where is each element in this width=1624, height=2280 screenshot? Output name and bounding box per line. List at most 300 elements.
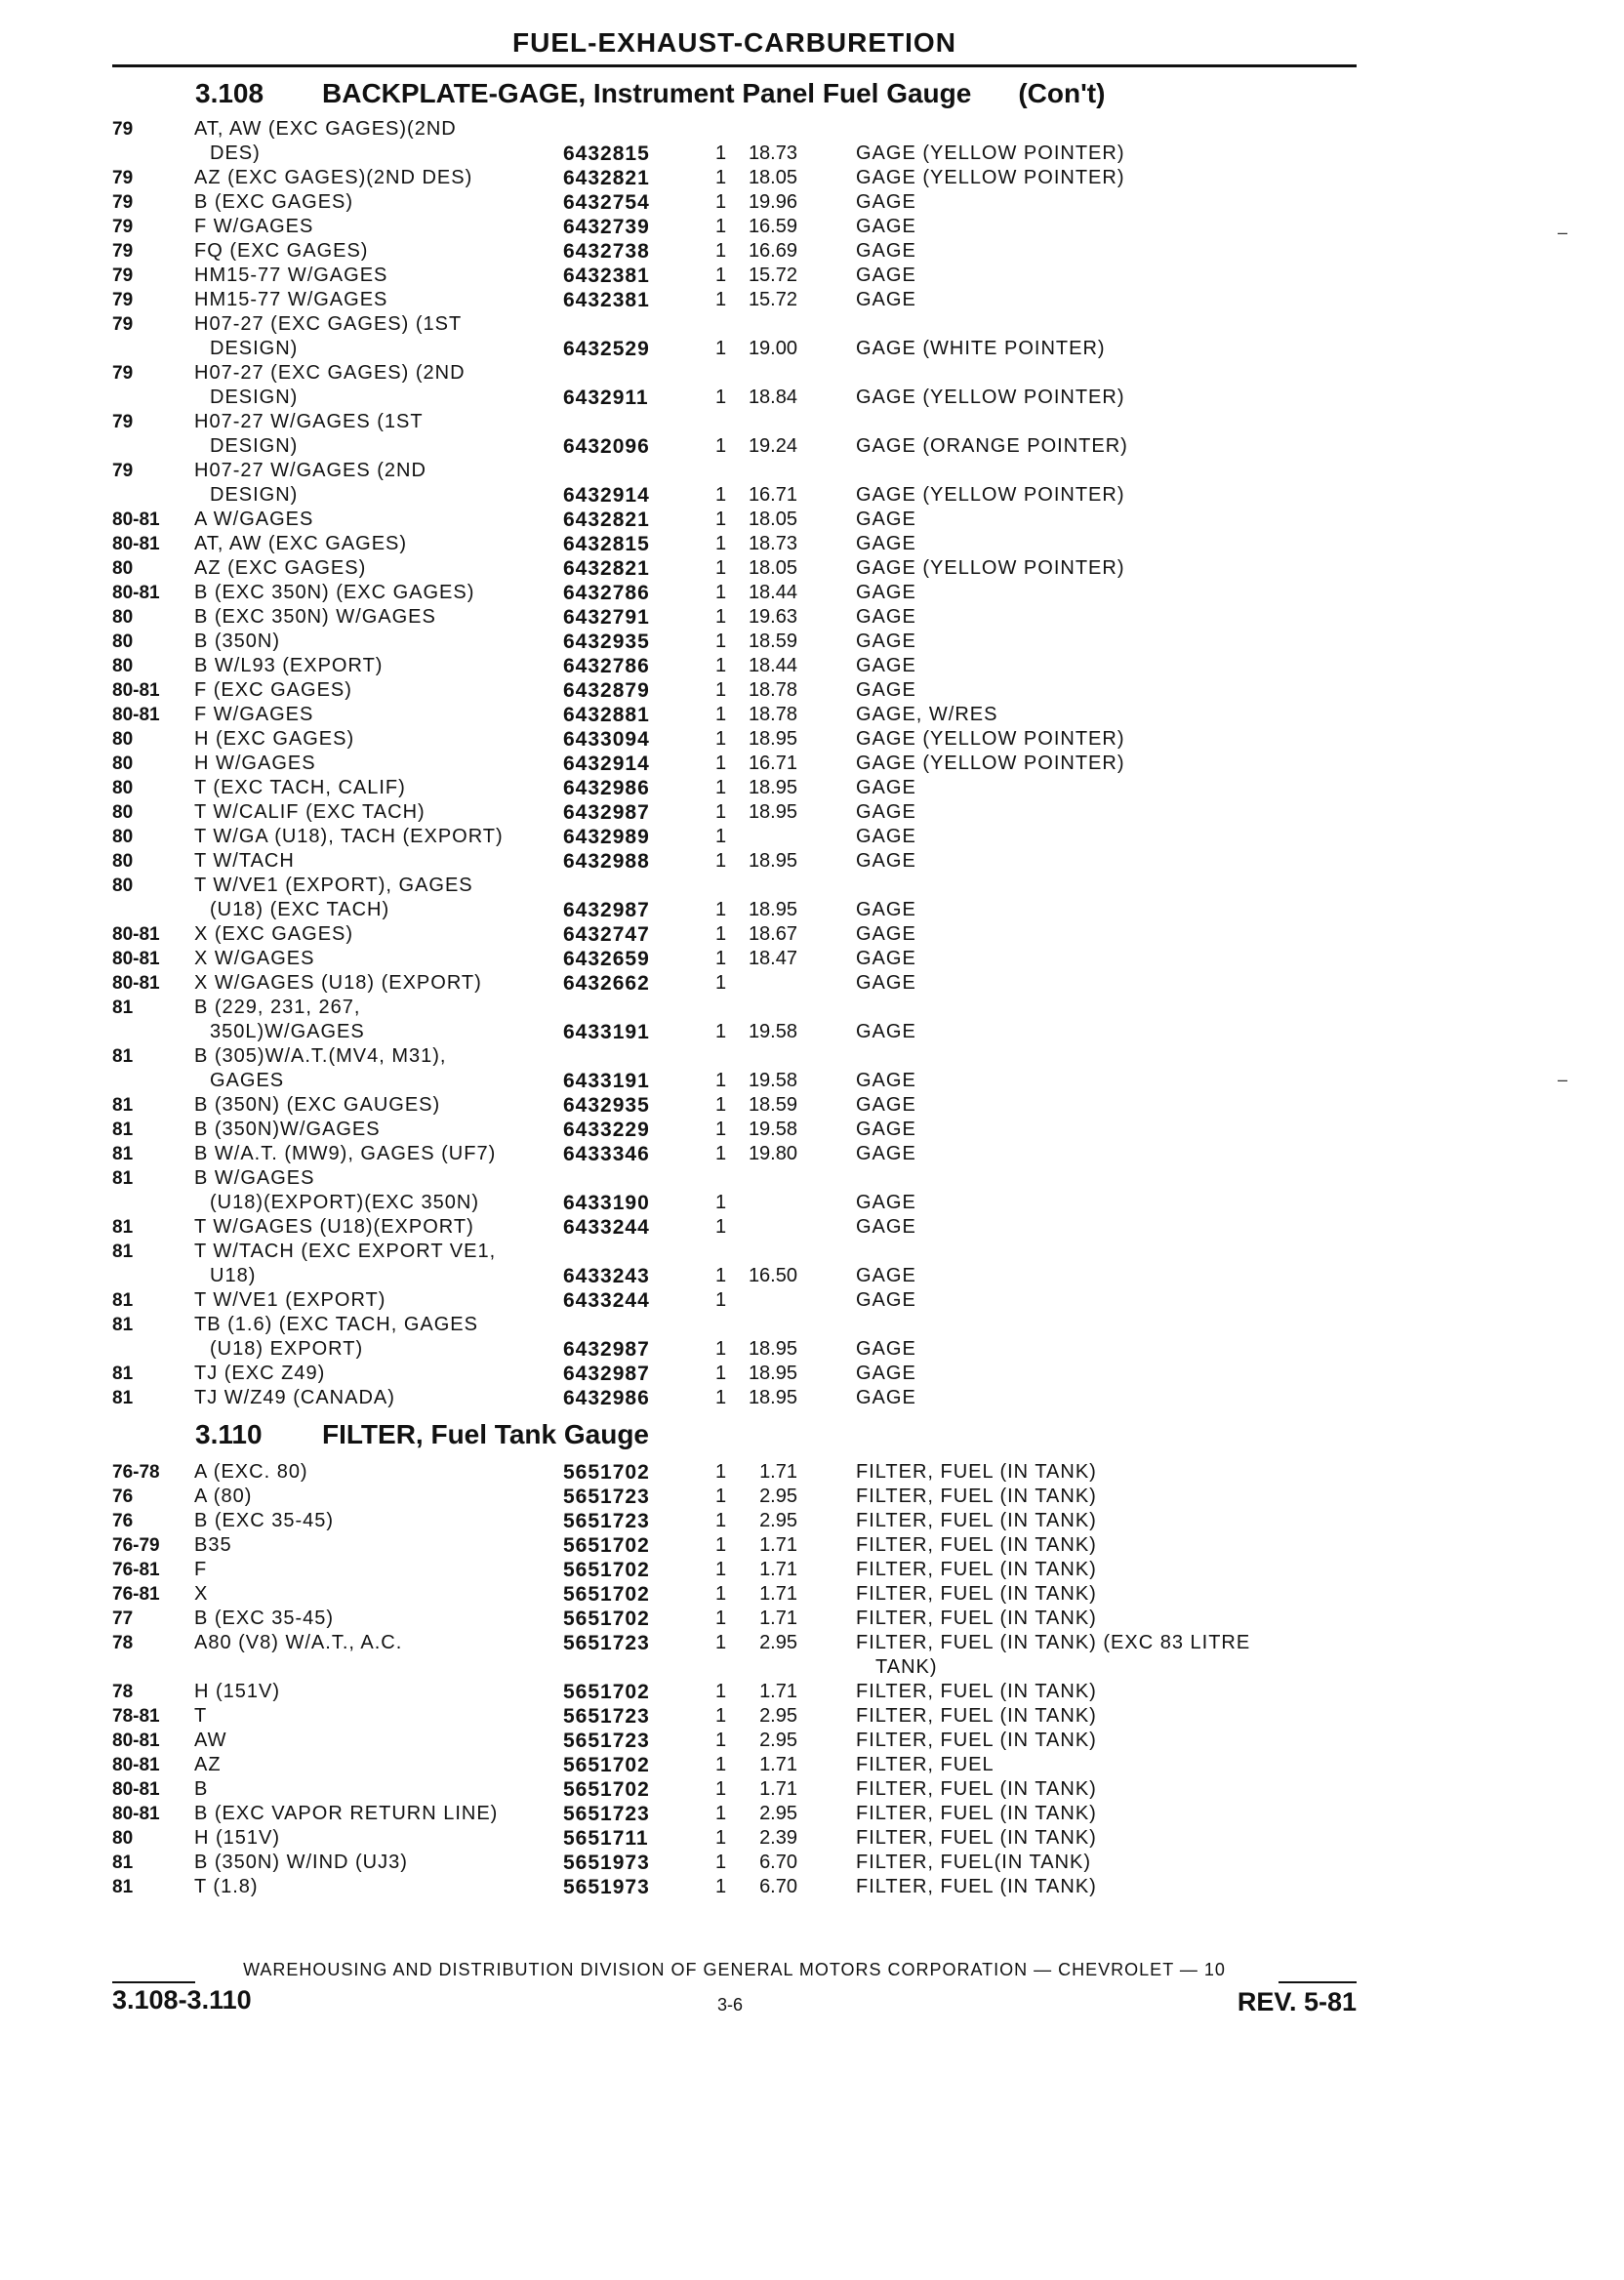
part-row	[112, 1313, 1371, 1337]
part-row	[112, 581, 1371, 605]
part-number: 6432738	[563, 240, 650, 263]
price: 18.95	[748, 899, 797, 920]
part-number: 6433191	[563, 1021, 650, 1043]
part-name: GAGE (WHITE POINTER)	[856, 338, 1106, 359]
quantity: 1	[715, 191, 727, 213]
model-description: B (350N)W/GAGES	[194, 1119, 381, 1140]
model-description: AZ	[194, 1754, 222, 1775]
part-row	[112, 386, 1371, 410]
model-description: DES)	[210, 142, 261, 164]
part-number: 6432986	[563, 777, 650, 799]
part-row	[112, 1337, 1371, 1362]
model-description: B (350N) W/IND (UJ3)	[194, 1852, 408, 1873]
part-name: GAGE	[856, 606, 916, 628]
section-title: FILTER, Fuel Tank Gauge	[322, 1419, 649, 1449]
part-row	[112, 1680, 1371, 1704]
part-name: FILTER, FUEL	[856, 1754, 995, 1775]
part-number	[563, 361, 688, 386]
model-year: 76-78	[112, 1462, 160, 1483]
model-year: 81	[112, 1217, 134, 1238]
model-description: B (EXC 350N) (EXC GAGES)	[194, 582, 475, 603]
quantity	[688, 874, 729, 898]
part-number: 6432096	[563, 435, 650, 458]
part-number: 6432988	[563, 850, 650, 873]
part-number	[563, 1166, 688, 1191]
part-name: FILTER, FUEL (IN TANK)	[856, 1583, 1097, 1605]
part-name: GAGE	[856, 923, 916, 945]
section-number: 3.108	[195, 78, 264, 108]
price	[729, 874, 803, 898]
part-row	[112, 1118, 1371, 1142]
part-row	[112, 1704, 1371, 1729]
part-name: FILTER, FUEL (IN TANK)	[856, 1608, 1097, 1629]
part-row	[112, 1240, 1371, 1264]
model-year: 81	[112, 998, 134, 1018]
quantity: 1	[715, 948, 727, 969]
part-number: 6432911	[563, 387, 649, 409]
model-description: B W/GAGES	[194, 1167, 315, 1189]
price: 16.71	[748, 484, 797, 506]
model-description: F W/GAGES	[194, 704, 314, 725]
model-year: 81	[112, 1242, 134, 1262]
model-description: B (305)W/A.T.(MV4, M31),	[194, 1045, 447, 1067]
part-number: 6432935	[563, 631, 650, 653]
model-description: DESIGN)	[210, 387, 299, 408]
quantity: 1	[715, 1265, 727, 1286]
model-description: B	[194, 1778, 209, 1800]
price: 2.95	[759, 1705, 797, 1727]
page-header	[112, 25, 1357, 67]
part-row	[112, 703, 1371, 727]
part-number: 5651723	[563, 1705, 650, 1728]
model-year	[112, 1264, 192, 1288]
model-description: AZ (EXC GAGES)(2ND DES)	[194, 167, 473, 188]
price	[729, 1655, 803, 1680]
part-number: 5651702	[563, 1754, 650, 1776]
part-name: GAGE	[856, 240, 916, 262]
price: 2.95	[759, 1632, 797, 1653]
price: 19.80	[748, 1143, 797, 1164]
price: 18.67	[748, 923, 797, 945]
model-year: 81	[112, 1046, 134, 1067]
part-number: 5651973	[563, 1876, 650, 1898]
part-name: FILTER, FUEL (IN TANK)	[856, 1534, 1097, 1556]
model-year: 77	[112, 1608, 134, 1629]
price: 1.71	[759, 1608, 797, 1629]
model-description: HM15-77 W/GAGES	[194, 265, 388, 286]
model-description: (U18) EXPORT)	[210, 1338, 364, 1360]
part-row	[112, 508, 1371, 532]
model-year: 76	[112, 1486, 134, 1507]
model-description: T W/CALIF (EXC TACH)	[194, 801, 426, 823]
price	[729, 117, 803, 142]
part-number: 5651723	[563, 1730, 650, 1752]
model-description: A W/GAGES	[194, 509, 314, 530]
part-number: 6432914	[563, 753, 650, 775]
quantity: 1	[715, 1730, 727, 1751]
quantity: 1	[715, 387, 727, 408]
model-description: T W/TACH	[194, 850, 295, 872]
price: 1.71	[759, 1583, 797, 1605]
model-description: B (EXC VAPOR RETURN LINE)	[194, 1803, 499, 1824]
part-name: GAGE	[856, 899, 916, 920]
price	[729, 1044, 803, 1069]
quantity: 1	[715, 1338, 727, 1360]
quantity: 1	[715, 753, 727, 774]
price: 18.05	[748, 557, 797, 579]
part-number: 5651711	[563, 1827, 649, 1850]
model-description: H07-27 (EXC GAGES) (1ST	[194, 313, 463, 335]
part-row	[112, 264, 1371, 288]
model-year: 80	[112, 656, 134, 676]
part-number: 6432747	[563, 923, 650, 946]
part-row	[112, 117, 1371, 142]
price: 18.84	[748, 387, 797, 408]
price: 18.05	[748, 167, 797, 188]
part-row	[112, 922, 1371, 947]
part-number: 5651702	[563, 1681, 650, 1703]
quantity	[688, 1240, 729, 1264]
quantity	[688, 1044, 729, 1069]
part-number: 6432529	[563, 338, 650, 360]
part-number: 5651702	[563, 1583, 650, 1606]
model-year: 80	[112, 802, 134, 823]
model-year: 81	[112, 1095, 134, 1116]
part-number: 6432739	[563, 216, 650, 238]
model-year: 79	[112, 241, 134, 262]
quantity	[688, 996, 729, 1020]
section-heading-3-110	[195, 1419, 649, 1450]
part-row	[112, 947, 1371, 971]
part-number: 6432815	[563, 142, 650, 165]
part-number: 6432986	[563, 1387, 650, 1409]
part-name: GAGE (YELLOW POINTER)	[856, 753, 1125, 774]
part-name: GAGE	[856, 1192, 916, 1213]
part-name: GAGE	[856, 509, 916, 530]
price: 1.71	[759, 1754, 797, 1775]
footer-rule-left	[112, 1981, 195, 1983]
model-description: H (151V)	[194, 1827, 281, 1849]
quantity: 1	[715, 1534, 727, 1556]
part-name	[803, 361, 1352, 386]
part-name: GAGE	[856, 533, 916, 554]
part-number: 6432821	[563, 509, 650, 531]
quantity: 1	[715, 899, 727, 920]
continued-label: (Con't)	[1018, 78, 1106, 108]
quantity: 1	[715, 1754, 727, 1775]
model-description: B (EXC GAGES)	[194, 191, 354, 213]
part-name: GAGE	[856, 948, 916, 969]
quantity: 1	[715, 289, 727, 310]
page-footer	[112, 1960, 1357, 2018]
part-number: 5651702	[563, 1534, 650, 1557]
model-description: B (350N) (EXC GAUGES)	[194, 1094, 441, 1116]
model-description: X W/GAGES (U18) (EXPORT)	[194, 972, 482, 994]
quantity	[688, 1313, 729, 1337]
quantity: 1	[715, 435, 727, 457]
model-description: A (80)	[194, 1486, 253, 1507]
model-year	[112, 483, 192, 508]
margin-mark: –	[1558, 1070, 1568, 1089]
part-name: FILTER, FUEL (IN TANK)	[856, 1876, 1097, 1897]
part-number: 6432821	[563, 557, 650, 580]
quantity: 1	[715, 1216, 727, 1238]
part-name: GAGE	[856, 826, 916, 847]
model-year: 79	[112, 363, 134, 384]
model-year: 78-81	[112, 1706, 160, 1727]
part-name: FILTER, FUEL (IN TANK)	[856, 1827, 1097, 1849]
model-description: DESIGN)	[210, 484, 299, 506]
part-row	[112, 678, 1371, 703]
part-name: GAGE	[856, 777, 916, 798]
quantity: 1	[715, 1192, 727, 1213]
model-year: 81	[112, 1388, 134, 1408]
quantity: 1	[715, 1608, 727, 1629]
quantity: 1	[715, 1827, 727, 1849]
price	[729, 410, 803, 434]
part-row	[112, 312, 1371, 337]
model-description: H (EXC GAGES)	[194, 728, 355, 750]
part-number: 6432935	[563, 1094, 650, 1117]
model-year: 79	[112, 265, 134, 286]
part-name: GAGE	[856, 265, 916, 286]
part-row	[112, 898, 1371, 922]
part-row	[112, 410, 1371, 434]
part-name: FILTER, FUEL (IN TANK)	[856, 1559, 1097, 1580]
part-name: GAGE	[856, 1143, 916, 1164]
quantity: 1	[715, 679, 727, 701]
model-year: 80	[112, 753, 134, 774]
quantity	[688, 361, 729, 386]
model-description: DESIGN)	[210, 338, 299, 359]
part-name: GAGE	[856, 679, 916, 701]
part-number: 6432659	[563, 948, 650, 970]
model-year: 80	[112, 778, 134, 798]
model-year: 80-81	[112, 583, 160, 603]
footer-revision: REV. 5-81	[1237, 1987, 1357, 2016]
price: 19.58	[748, 1119, 797, 1140]
price: 19.58	[748, 1070, 797, 1091]
model-description: B (229, 231, 267,	[194, 997, 361, 1018]
model-year: 80	[112, 827, 134, 847]
quantity: 1	[715, 801, 727, 823]
model-year: 80-81	[112, 949, 160, 969]
model-year: 80	[112, 875, 134, 896]
quantity: 1	[715, 1778, 727, 1800]
model-description: H07-27 W/GAGES (1ST	[194, 411, 424, 432]
part-number: 6433244	[563, 1216, 650, 1239]
part-row	[112, 654, 1371, 678]
part-name: FILTER, FUEL (IN TANK)	[856, 1510, 1097, 1531]
model-year	[112, 386, 192, 410]
part-row	[112, 752, 1371, 776]
quantity: 1	[715, 1143, 727, 1164]
part-number	[563, 117, 688, 142]
part-name: FILTER, FUEL (IN TANK)	[856, 1681, 1097, 1702]
parts-table-3-108	[112, 117, 1371, 1410]
price: 2.95	[759, 1803, 797, 1824]
price	[729, 1166, 803, 1191]
quantity: 1	[715, 1094, 727, 1116]
part-row	[112, 1264, 1371, 1288]
part-number: 6432662	[563, 972, 650, 995]
part-row	[112, 1093, 1371, 1118]
section-title: BACKPLATE-GAGE, Instrument Panel Fuel Gauge	[322, 78, 972, 108]
part-number	[563, 996, 688, 1020]
quantity: 1	[715, 509, 727, 530]
part-number: 6433346	[563, 1143, 650, 1165]
model-year: 81	[112, 1144, 134, 1164]
quantity: 1	[715, 826, 727, 847]
price	[729, 1313, 803, 1337]
part-name: GAGE (YELLOW POINTER)	[856, 387, 1125, 408]
quantity: 1	[715, 1387, 727, 1408]
price: 19.63	[748, 606, 797, 628]
part-number: 6432821	[563, 167, 650, 189]
part-name: GAGE	[856, 972, 916, 994]
quantity: 1	[715, 606, 727, 628]
model-year	[112, 1655, 192, 1680]
model-year: 76-79	[112, 1535, 160, 1556]
quantity: 1	[715, 1632, 727, 1653]
model-description	[192, 1655, 563, 1680]
model-description: B W/A.T. (MW9), GAGES (UF7)	[194, 1143, 497, 1164]
model-description: B (350N)	[194, 631, 281, 652]
part-name	[803, 1044, 1352, 1069]
price: 19.96	[748, 191, 797, 213]
price	[729, 996, 803, 1020]
part-number: 5651973	[563, 1852, 650, 1874]
model-year: 80	[112, 1828, 134, 1849]
model-description: F (EXC GAGES)	[194, 679, 352, 701]
quantity: 1	[715, 167, 727, 188]
part-number: 5651702	[563, 1461, 650, 1484]
quantity	[688, 1166, 729, 1191]
part-number: 6432381	[563, 265, 650, 287]
part-number: 6432786	[563, 582, 650, 604]
model-description: H07-27 W/GAGES (2ND	[194, 460, 426, 481]
model-year: 81	[112, 1315, 134, 1335]
price: 18.47	[748, 948, 797, 969]
part-number: 6432381	[563, 289, 650, 311]
model-year: 80	[112, 851, 134, 872]
model-description: (U18) (EXC TACH)	[210, 899, 390, 920]
part-name: FILTER, FUEL (IN TANK)	[856, 1778, 1097, 1800]
part-number: 5651702	[563, 1608, 650, 1630]
part-name: GAGE	[856, 801, 916, 823]
part-name: FILTER, FUEL (IN TANK) (EXC 83 LITRE	[856, 1632, 1251, 1653]
model-year	[112, 1020, 192, 1044]
part-number	[563, 410, 688, 434]
quantity: 1	[715, 484, 727, 506]
model-description: B (EXC 35-45)	[194, 1510, 335, 1531]
model-description: B (EXC 35-45)	[194, 1608, 335, 1629]
section-number: 3.110	[195, 1419, 263, 1449]
model-description: T W/VE1 (EXPORT), GAGES	[194, 875, 473, 896]
page-title: FUEL-EXHAUST-CARBURETION	[512, 27, 956, 58]
part-row	[112, 459, 1371, 483]
model-year: 80-81	[112, 973, 160, 994]
part-number: 6433229	[563, 1119, 650, 1141]
quantity: 1	[715, 1803, 727, 1824]
quantity: 1	[715, 1289, 727, 1311]
model-year: 79	[112, 314, 134, 335]
part-name: GAGE	[856, 582, 916, 603]
price: 18.44	[748, 582, 797, 603]
part-number: 5651702	[563, 1778, 650, 1801]
price: 1.71	[759, 1534, 797, 1556]
model-description: DESIGN)	[210, 435, 299, 457]
model-year: 80-81	[112, 1755, 160, 1775]
model-year	[112, 337, 192, 361]
price: 18.95	[748, 777, 797, 798]
model-description: T W/VE1 (EXPORT)	[194, 1289, 386, 1311]
part-row	[112, 532, 1371, 556]
part-row	[112, 1069, 1371, 1093]
part-name: GAGE (YELLOW POINTER)	[856, 167, 1125, 188]
model-description: A80 (V8) W/A.T., A.C.	[194, 1632, 403, 1653]
part-name: GAGE	[856, 655, 916, 676]
price: 15.72	[748, 265, 797, 286]
part-number: 6432754	[563, 191, 650, 214]
model-description: F	[194, 1559, 208, 1580]
model-year: 80	[112, 729, 134, 750]
quantity: 1	[715, 1510, 727, 1531]
quantity	[688, 1655, 729, 1680]
part-number: 6432881	[563, 704, 650, 726]
model-description: TB (1.6) (EXC TACH, GAGES	[194, 1314, 478, 1335]
part-number: 6432791	[563, 606, 650, 629]
part-name: FILTER, FUEL (IN TANK)	[856, 1730, 1097, 1751]
quantity: 1	[715, 704, 727, 725]
model-year	[112, 898, 192, 922]
model-description: A (EXC. 80)	[194, 1461, 308, 1483]
model-year	[112, 142, 192, 166]
part-row	[112, 1655, 1371, 1680]
price: 18.78	[748, 704, 797, 725]
part-name	[803, 410, 1352, 434]
model-description: AW	[194, 1730, 227, 1751]
model-year: 80-81	[112, 1730, 160, 1751]
model-description: X	[194, 1583, 209, 1605]
price: 16.69	[748, 240, 797, 262]
quantity: 1	[715, 142, 727, 164]
part-row	[112, 434, 1371, 459]
part-number: 6433244	[563, 1289, 650, 1312]
part-number	[563, 1313, 688, 1337]
part-row	[112, 1460, 1371, 1485]
price: 19.24	[748, 435, 797, 457]
quantity: 1	[715, 972, 727, 994]
part-row	[112, 166, 1371, 190]
part-name: FILTER, FUEL (IN TANK)	[856, 1461, 1097, 1483]
price: 18.95	[748, 728, 797, 750]
part-row	[112, 215, 1371, 239]
part-name	[803, 312, 1352, 337]
price: 1.71	[759, 1559, 797, 1580]
model-year: 80-81	[112, 924, 160, 945]
model-year: 76-81	[112, 1560, 160, 1580]
part-name: GAGE	[856, 1363, 916, 1384]
model-year: 79	[112, 192, 134, 213]
part-name: FILTER, FUEL(IN TANK)	[856, 1852, 1092, 1873]
quantity: 1	[715, 1119, 727, 1140]
model-year: 78	[112, 1682, 134, 1702]
part-name: FILTER, FUEL (IN TANK)	[856, 1486, 1097, 1507]
part-row	[112, 874, 1371, 898]
part-name: GAGE	[856, 289, 916, 310]
part-row	[112, 825, 1371, 849]
